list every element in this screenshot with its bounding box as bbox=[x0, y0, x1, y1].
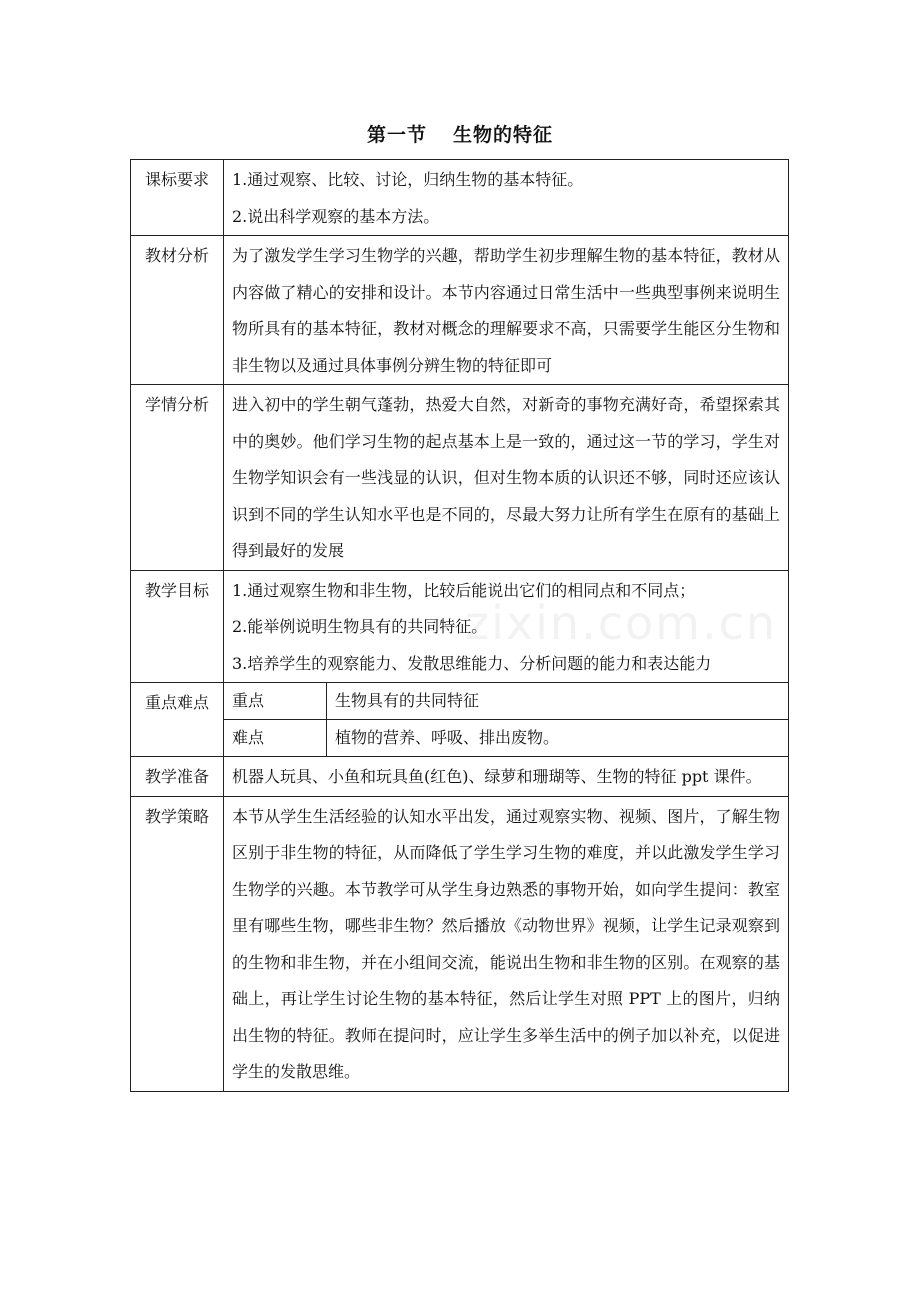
row-teaching-preparation bbox=[131, 757, 789, 797]
row-content: 为了激发学生学习生物学的兴趣，帮助学生初步理解生物的基本特征，教材从内容做了精心的安排和设计。本节内容通过日常生活中一些典型事例来说明生物所具有的基本特征，教材对概念的理解要求不高，只需要学生能区分生物和非生物以及通过具体事例分辨生物的特征即可 bbox=[224, 236, 789, 385]
content-line: 2.能举例说明生物具有的共同特征。 bbox=[232, 617, 488, 636]
document-title bbox=[0, 120, 920, 147]
lesson-plan-table bbox=[130, 159, 789, 1092]
row-label: 教学策略 bbox=[131, 796, 224, 1091]
title-section-number: 第一节 bbox=[366, 124, 427, 146]
watermark: zixin.com.cn bbox=[465, 596, 778, 650]
row-teaching-objectives bbox=[131, 570, 789, 683]
row-content bbox=[224, 683, 789, 757]
row-content: 进入初中的学生朝气蓬勃，热爱大自然，对新奇的事物充满好奇，希望探索其中的奥妙。他们学习生物的起点基本上是一致的，通过这一节的学习，学生对生物学知识会有一些浅显的认识，但对生物本质的认识还不够，同时还应该认识到不同的学生认知水平也是不同的，尽最大努力让所有学生在原有的基础上得到最好的发展 bbox=[224, 385, 789, 571]
row-content bbox=[224, 570, 789, 683]
key-points-subtable bbox=[224, 683, 788, 756]
content-line: 1.通过观察、比较、讨论，归纳生物的基本特征。 bbox=[232, 170, 584, 189]
row-label: 重点难点 bbox=[131, 683, 224, 757]
content-line: 2.说出科学观察的基本方法。 bbox=[232, 206, 440, 226]
row-key-difficult-points bbox=[131, 683, 789, 757]
row-teaching-strategy bbox=[131, 796, 789, 1091]
key-point-value: 生物具有的共同特征 bbox=[335, 691, 480, 710]
difficult-point-row bbox=[224, 720, 788, 757]
row-student-analysis bbox=[131, 385, 789, 571]
title-topic: 生物的特征 bbox=[453, 124, 554, 146]
content-line: 1.通过观察生物和非生物，比较后能说出它们的相同点和不同点； bbox=[232, 580, 696, 600]
row-label: 课标要求 bbox=[131, 160, 224, 236]
content-line: 3.培养学生的观察能力、发散思维能力、分析问题的能力和表达能力 bbox=[232, 653, 712, 673]
row-content: 机器人玩具、小鱼和玩具鱼(红色)、绿萝和珊瑚等、生物的特征 ppt 课件。 bbox=[224, 757, 789, 797]
row-content bbox=[224, 160, 789, 236]
difficult-point-value: 植物的营养、呼吸、排出废物。 bbox=[327, 720, 789, 757]
row-label: 教学准备 bbox=[131, 757, 224, 797]
key-point-row bbox=[224, 683, 788, 720]
row-label: 教材分析 bbox=[131, 236, 224, 385]
difficult-point-label: 难点 bbox=[224, 720, 327, 757]
row-label: 教学目标 bbox=[131, 570, 224, 683]
row-curriculum-requirements bbox=[131, 160, 789, 236]
row-content: 本节从学生生活经验的认知水平出发，通过观察实物、视频、图片，了解生物区别于非生物的特征，从而降低了学生学习生物的难度，并以此激发学生学习生物学的兴趣。本节教学可从学生身边熟悉的事物开始，如向学生提问：教室里有哪些生物，哪些非生物？然后播放《动物世界》视频，让学生记录观察到的生物和非生物，并在小组间交流，能说出生物和非生物的区别。在观察的基础上，再让学生讨论生物的基本特征，然后让学生对照 PPT 上的图片，归纳出生物的特征。教师在提问时，应让学生多举生活中的例子加以补充，以促进学生的发散思维。 bbox=[224, 796, 789, 1091]
row-label: 学情分析 bbox=[131, 385, 224, 571]
key-point-label: 重点 bbox=[224, 683, 327, 720]
row-textbook-analysis bbox=[131, 236, 789, 385]
